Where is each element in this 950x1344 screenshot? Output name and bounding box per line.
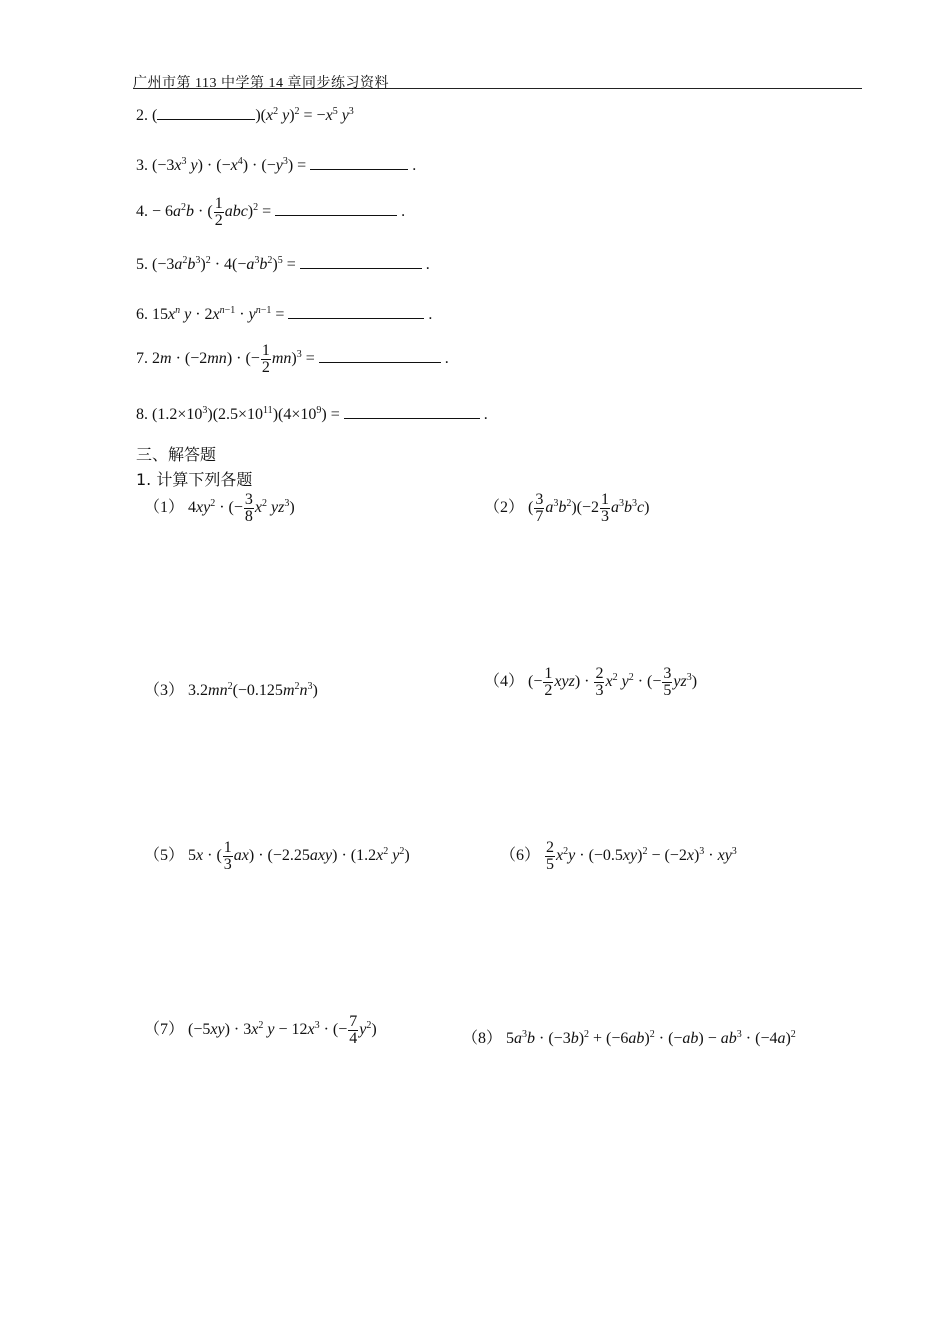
problem-label: （5） bbox=[144, 847, 185, 865]
question-4: 4. − $6a^2b$ · ( $\frac{1}{2}$ abc)$^2$ = . bbox=[136, 195, 406, 229]
problem-label: （6） bbox=[500, 847, 541, 865]
calc-problem-7: （7） $(-5xy) \cdot 3x^2$ $y - 12x^3$ · (− $\frac{7}{4}$ $y^2$) bbox=[144, 1013, 377, 1047]
question-number: 4. bbox=[136, 203, 148, 221]
question-7: 7. 2m · (−2mn) · (− $\frac{1}{2}$ mn)$^3$ = . bbox=[136, 342, 449, 376]
question-5: 5. $(-3a^2b^3)^2 \cdot 4(-a^3b^2)^5$ = . bbox=[136, 255, 430, 273]
question-3: 3. ($-3x^3$ $y) \cdot (-x^4) \cdot (-y^3)$ = . bbox=[136, 156, 417, 174]
calc-problem-3: （3） $3.2mn^2(-0.125m^2n^3)$ bbox=[144, 681, 318, 699]
calc-problem-4: （4） (− $\frac{1}{2}$ xyz) · $\frac{2}{3}$ $x^2$ $y^2$ · (− $\frac{3}{5}$ $yz^3$) bbox=[484, 665, 698, 699]
answer-blank[interactable] bbox=[288, 306, 424, 319]
problem-label: （7） bbox=[144, 1021, 185, 1039]
page-header: 广州市第 113 中学第 14 章同步练习资料 bbox=[133, 76, 389, 91]
question-2: 2. ( )($x^2$ $y)^2 = -x^5$ $y^3$ bbox=[136, 106, 354, 124]
problem-label: （8） bbox=[462, 1030, 503, 1047]
header-rule bbox=[133, 88, 862, 89]
question-number: 8. bbox=[136, 406, 148, 423]
calc-problem-1: （1） $4xy^2$ · (− $\frac{3}{8}$ $x^2$ $yz^3$) bbox=[144, 491, 295, 525]
calc-problem-6: （6） $\frac{2}{5}$ $x^2y \cdot (-0.5xy)^2 - (-2x)^3 \cdot xy^3$ bbox=[500, 839, 737, 873]
question-number: 7. bbox=[136, 350, 148, 368]
question-8: 8. $(1.2\times 10^3)(2.5\times 10^{11})(4\times 10^9)$ = . bbox=[136, 405, 488, 423]
answer-blank[interactable] bbox=[310, 157, 408, 170]
problem-label: （3） bbox=[144, 682, 185, 699]
answer-blank[interactable] bbox=[319, 350, 441, 363]
problem-label: （1） bbox=[144, 499, 185, 517]
problem-label: （4） bbox=[484, 673, 525, 691]
calc-problem-8: （8） $5a^3b \cdot (-3b)^2 + (-6ab)^2 \cdot (-ab) - ab^3 \cdot (-4a)^2$ bbox=[462, 1029, 796, 1047]
answer-blank[interactable] bbox=[157, 107, 255, 120]
question-number: 3. bbox=[136, 157, 148, 174]
calc-problem-5: （5） 5x · ( $\frac{1}{3}$ $ax) \cdot (-2.25axy) \cdot (1.2x^2$ $y^2$) bbox=[144, 839, 410, 873]
answer-blank[interactable] bbox=[300, 256, 422, 269]
answer-blank[interactable] bbox=[275, 203, 397, 216]
question-number: 6. bbox=[136, 306, 148, 323]
question-6: 6. $15x^n$ $y \cdot 2x^{n-1} \cdot y^{n-1}$ = . bbox=[136, 305, 433, 323]
section-title: 三、解答题 bbox=[136, 445, 217, 464]
question-number: 2. bbox=[136, 107, 148, 124]
problem-label: （2） bbox=[484, 499, 525, 517]
section-subtitle: 1. 计算下列各题 bbox=[136, 470, 253, 489]
answer-blank[interactable] bbox=[344, 406, 480, 419]
calc-problem-2: （2） ( $\frac{3}{7}$ $a^3b^2)(-2$ $\frac{1}{3}$ $a^3b^3c$) bbox=[484, 491, 650, 525]
question-number: 5. bbox=[136, 256, 148, 273]
